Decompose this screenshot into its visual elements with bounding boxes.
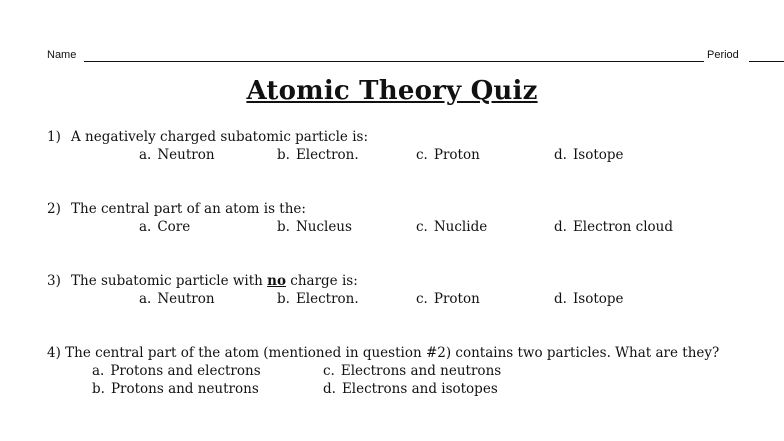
option-c: c. Nuclide bbox=[416, 219, 488, 235]
option-c: c. Electrons and neutrons bbox=[323, 363, 502, 379]
period-blank-line bbox=[749, 61, 784, 62]
header-row bbox=[47, 47, 739, 65]
emphasis-no: no bbox=[267, 273, 286, 289]
option-d: d. Isotope bbox=[554, 291, 624, 307]
option-d: d. Isotope bbox=[554, 147, 624, 163]
question-stem: A negatively charged subatomic particle is: bbox=[71, 129, 369, 145]
question-stem: The central part of an atom is the: bbox=[71, 201, 306, 217]
option-a: a. Neutron bbox=[139, 291, 215, 307]
question-stem: The subatomic particle with no charge is: bbox=[71, 273, 358, 289]
question-number: 1) bbox=[47, 129, 61, 145]
name-blank-line bbox=[84, 61, 704, 62]
question-number: 2) bbox=[47, 201, 61, 217]
option-a: a. Protons and electrons bbox=[92, 363, 261, 379]
period-label: Period bbox=[707, 49, 739, 61]
option-b: b. Electron. bbox=[277, 147, 359, 163]
option-d: d. Electron cloud bbox=[554, 219, 673, 235]
question-stem: 4) The central part of the atom (mentioned in question #2) contains two particles. What are they? bbox=[47, 345, 720, 361]
page-title: Atomic Theory Quiz bbox=[246, 76, 538, 106]
option-a: a. Neutron bbox=[139, 147, 215, 163]
option-c: c. Proton bbox=[416, 291, 480, 307]
question-number: 3) bbox=[47, 273, 61, 289]
name-label: Name bbox=[47, 49, 77, 61]
option-b: b. Nucleus bbox=[277, 219, 352, 235]
option-b: b. Protons and neutrons bbox=[92, 381, 259, 397]
option-d: d. Electrons and isotopes bbox=[323, 381, 498, 397]
option-b: b. Electron. bbox=[277, 291, 359, 307]
option-c: c. Proton bbox=[416, 147, 480, 163]
option-a: a. Core bbox=[139, 219, 191, 235]
question-number: 4) bbox=[47, 345, 61, 361]
